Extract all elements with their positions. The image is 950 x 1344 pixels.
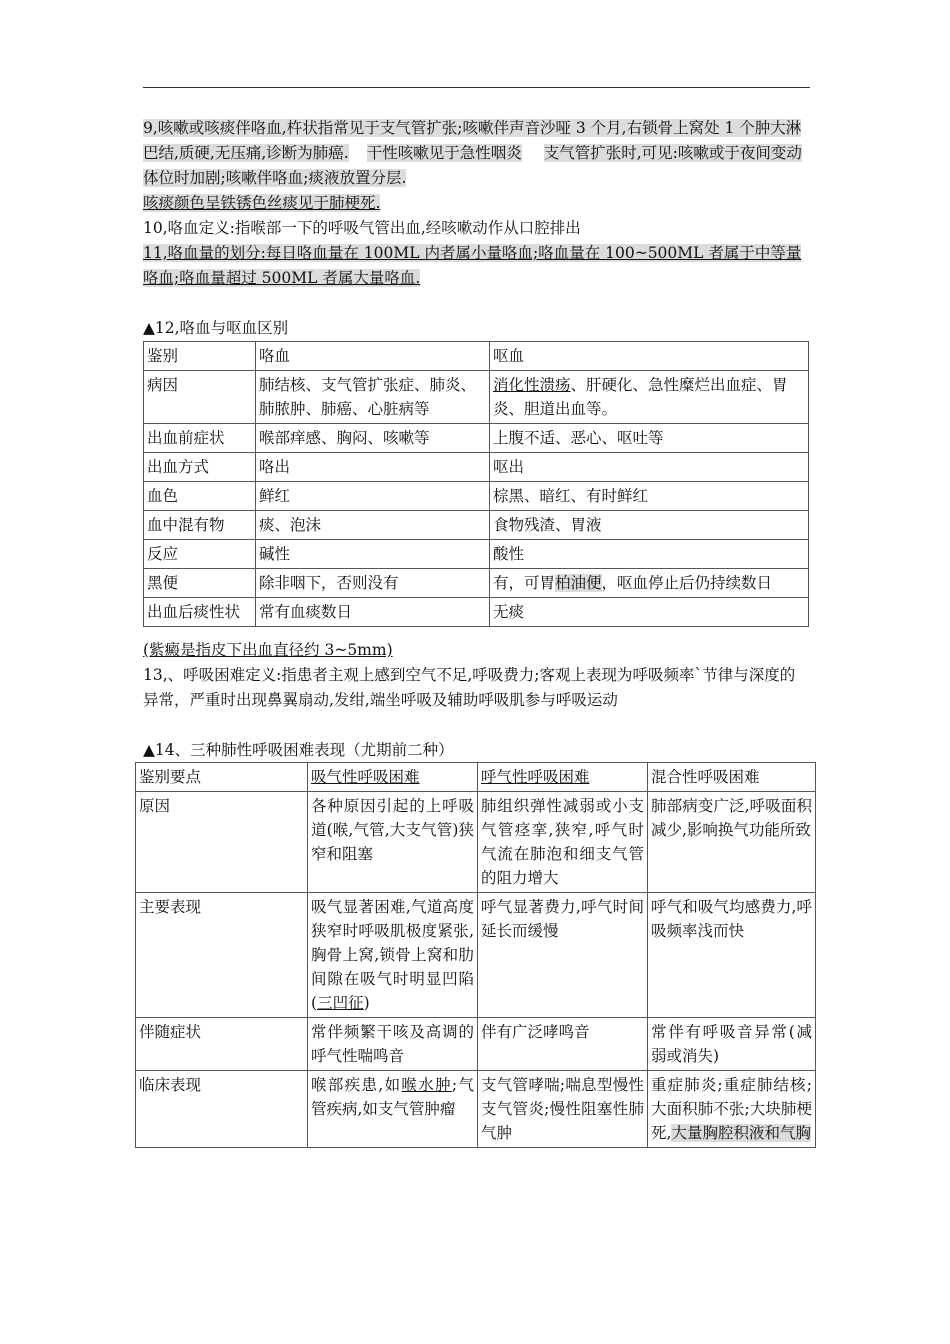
cell-highlight: 柏油便 bbox=[555, 574, 602, 592]
table-row bbox=[136, 792, 816, 893]
header-cell bbox=[478, 763, 648, 792]
table-row bbox=[144, 540, 809, 569]
cell: 各种原因引起的上呼吸道(喉,气管,大支气管)狭窄和阻塞 bbox=[308, 792, 478, 893]
cell: 上腹不适、恶心、呕吐等 bbox=[490, 424, 809, 453]
table-2-title: ▲14、三种肺性呼吸困难表现（尤期前二种） bbox=[143, 741, 454, 759]
cell: 肺结核、支气管扩张症、肺炎、肺脓肿、肺癌、心脏病等 bbox=[256, 371, 490, 424]
cell: 常伴频繁干咳及高调的呼气性喘鸣音 bbox=[308, 1018, 478, 1071]
row-label: 血中混有物 bbox=[144, 511, 256, 540]
cell-text: 喉部疾患,如 bbox=[311, 1076, 402, 1094]
paragraph-9 bbox=[143, 116, 810, 216]
table-row bbox=[144, 453, 809, 482]
cell: 棕黑、暗红、有时鲜红 bbox=[490, 482, 809, 511]
table-row bbox=[144, 371, 809, 424]
purpura-note bbox=[143, 638, 810, 663]
cell: 碱性 bbox=[256, 540, 490, 569]
table-row bbox=[144, 424, 809, 453]
header-cell: 鉴别要点 bbox=[136, 763, 308, 792]
cell: 食物残渣、胃液 bbox=[490, 511, 809, 540]
cell: 无痰 bbox=[490, 598, 809, 627]
header-cell: 咯血 bbox=[256, 342, 490, 371]
header-cell: 鉴别 bbox=[144, 342, 256, 371]
purpura-note-text: (紫癜是指皮下出血直径约 3~5mm) bbox=[143, 641, 393, 659]
cell: 痰、泡沫 bbox=[256, 511, 490, 540]
cell: 呼气和吸气均感费力,呼吸频率浅而快 bbox=[648, 893, 816, 1018]
cell bbox=[308, 893, 478, 1018]
cell: 酸性 bbox=[490, 540, 809, 569]
table-row bbox=[144, 511, 809, 540]
paragraph-13: 13,、呼吸困难定义:指患者主观上感到空气不足,呼吸费力;客观上表现为呼吸频率`节律与深度的异常，严重时出现鼻翼扇动,发绀,端坐呼吸及辅助呼吸肌参与呼吸运动 bbox=[143, 666, 796, 709]
cell: 常伴有呼吸音异常(减弱或消失) bbox=[648, 1018, 816, 1071]
cell: 支气管哮喘;喘息型慢性支气管炎;慢性阻塞性肺气肿 bbox=[478, 1071, 648, 1148]
row-label: 出血后痰性状 bbox=[144, 598, 256, 627]
cell-underlined: 三凹征 bbox=[317, 994, 364, 1012]
row-label: 黑便 bbox=[144, 569, 256, 598]
header-cell bbox=[308, 763, 478, 792]
table-row bbox=[136, 893, 816, 1018]
table-row bbox=[144, 598, 809, 627]
cell: 咯出 bbox=[256, 453, 490, 482]
header-cell: 混合性呼吸困难 bbox=[648, 763, 816, 792]
p9-sentence-b: 干性咳嗽见于急性咽炎 bbox=[366, 144, 522, 162]
cell-text: ，呕血停止后仍持续数日 bbox=[601, 574, 773, 592]
header-text: 吸气性呼吸困难 bbox=[311, 768, 420, 786]
row-label: 出血前症状 bbox=[144, 424, 256, 453]
row-label: 主要表现 bbox=[136, 893, 308, 1018]
cell-text: 重症肺炎;重症肺结核;大面积肺不张;大块肺梗死, bbox=[651, 1076, 812, 1142]
table-header-row bbox=[136, 763, 816, 792]
row-label: 反应 bbox=[144, 540, 256, 569]
header-rule bbox=[143, 87, 810, 88]
cell bbox=[308, 1071, 478, 1148]
cell-text: ) bbox=[363, 994, 370, 1012]
p9-sentence-d: 咳痰颜色呈铁锈色丝痰见于肺梗死. bbox=[143, 194, 381, 212]
table-1-title: ▲12,咯血与呕血区别 bbox=[143, 319, 289, 337]
table-row bbox=[136, 1018, 816, 1071]
row-label: 临床表现 bbox=[136, 1071, 308, 1148]
cell-text: ;气管疾病,如支气管肿瘤 bbox=[311, 1076, 474, 1118]
cell bbox=[648, 1071, 816, 1148]
paragraph-10: 10,咯血定义:指喉部一下的呼吸气管出血,经咳嗽动作从口腔排出 bbox=[143, 219, 581, 237]
p9-sentence-c: 支气管扩张时,可见:咳嗽或于夜间变动体位时加剧;咳嗽伴咯血;痰液放置分层. bbox=[143, 144, 802, 187]
cell: 呕出 bbox=[490, 453, 809, 482]
p9-sentence-a: 9,咳嗽或咳痰伴咯血,杵状指常见于支气管扩张;咳嗽伴声音沙哑 3 个月,右锁骨上窝处 1 个肿大淋巴结,质硬,无压痛,诊断为肺癌. bbox=[143, 119, 802, 162]
cell: 伴有广泛哮鸣音 bbox=[478, 1018, 648, 1071]
cell: 喉部痒感、胸闷、咳嗽等 bbox=[256, 424, 490, 453]
hemoptysis-vs-hematemesis-table bbox=[143, 341, 809, 627]
cell-text: 有，可胃 bbox=[493, 574, 556, 592]
p11-text: 11,咯血量的划分:每日咯血量在 100ML 内者属小量咯血;咯血量在 100~500ML 者属于中等量咯血;咯血量超过 500ML 者属大量咯血. bbox=[143, 244, 802, 287]
cell-underlined: 喉水肿 bbox=[401, 1076, 452, 1094]
cell: 肺组织弹性减弱或小支气管痉挛,狭窄,呼气时气流在肺泡和细支气管的阻力增大 bbox=[478, 792, 648, 893]
table-row bbox=[136, 1071, 816, 1148]
cell bbox=[490, 371, 809, 424]
cell: 呼气显著费力,呼气时间延长而缓慢 bbox=[478, 893, 648, 1018]
cell: 除非咽下，否则没有 bbox=[256, 569, 490, 598]
cell: 常有血痰数日 bbox=[256, 598, 490, 627]
table-row bbox=[144, 569, 809, 598]
cell bbox=[490, 569, 809, 598]
header-text: 呼气性呼吸困难 bbox=[481, 768, 590, 786]
cell: 鲜红 bbox=[256, 482, 490, 511]
dyspnea-types-table bbox=[135, 762, 816, 1148]
paragraph-11 bbox=[143, 241, 810, 291]
header-cell: 呕血 bbox=[490, 342, 809, 371]
cell-highlight: 大量胸腔积液和气胸 bbox=[671, 1124, 811, 1142]
row-label: 血色 bbox=[144, 482, 256, 511]
row-label: 伴随症状 bbox=[136, 1018, 308, 1071]
cell-text: 吸气显著困难,气道高度狭窄时呼吸肌极度紧张,胸骨上窝,锁骨上窝和肋间隙在吸气时明显凹陷( bbox=[311, 898, 474, 1012]
row-label: 病因 bbox=[144, 371, 256, 424]
table-header-row bbox=[144, 342, 809, 371]
table-row bbox=[144, 482, 809, 511]
cell-underlined: 消化性溃疡 bbox=[493, 376, 571, 394]
cell-text: 、肝硬化、急性糜烂出血症、胃炎、胆道出血等。 bbox=[493, 376, 788, 418]
row-label: 出血方式 bbox=[144, 453, 256, 482]
row-label: 原因 bbox=[136, 792, 308, 893]
cell: 肺部病变广泛,呼吸面积减少,影响换气功能所致 bbox=[648, 792, 816, 893]
